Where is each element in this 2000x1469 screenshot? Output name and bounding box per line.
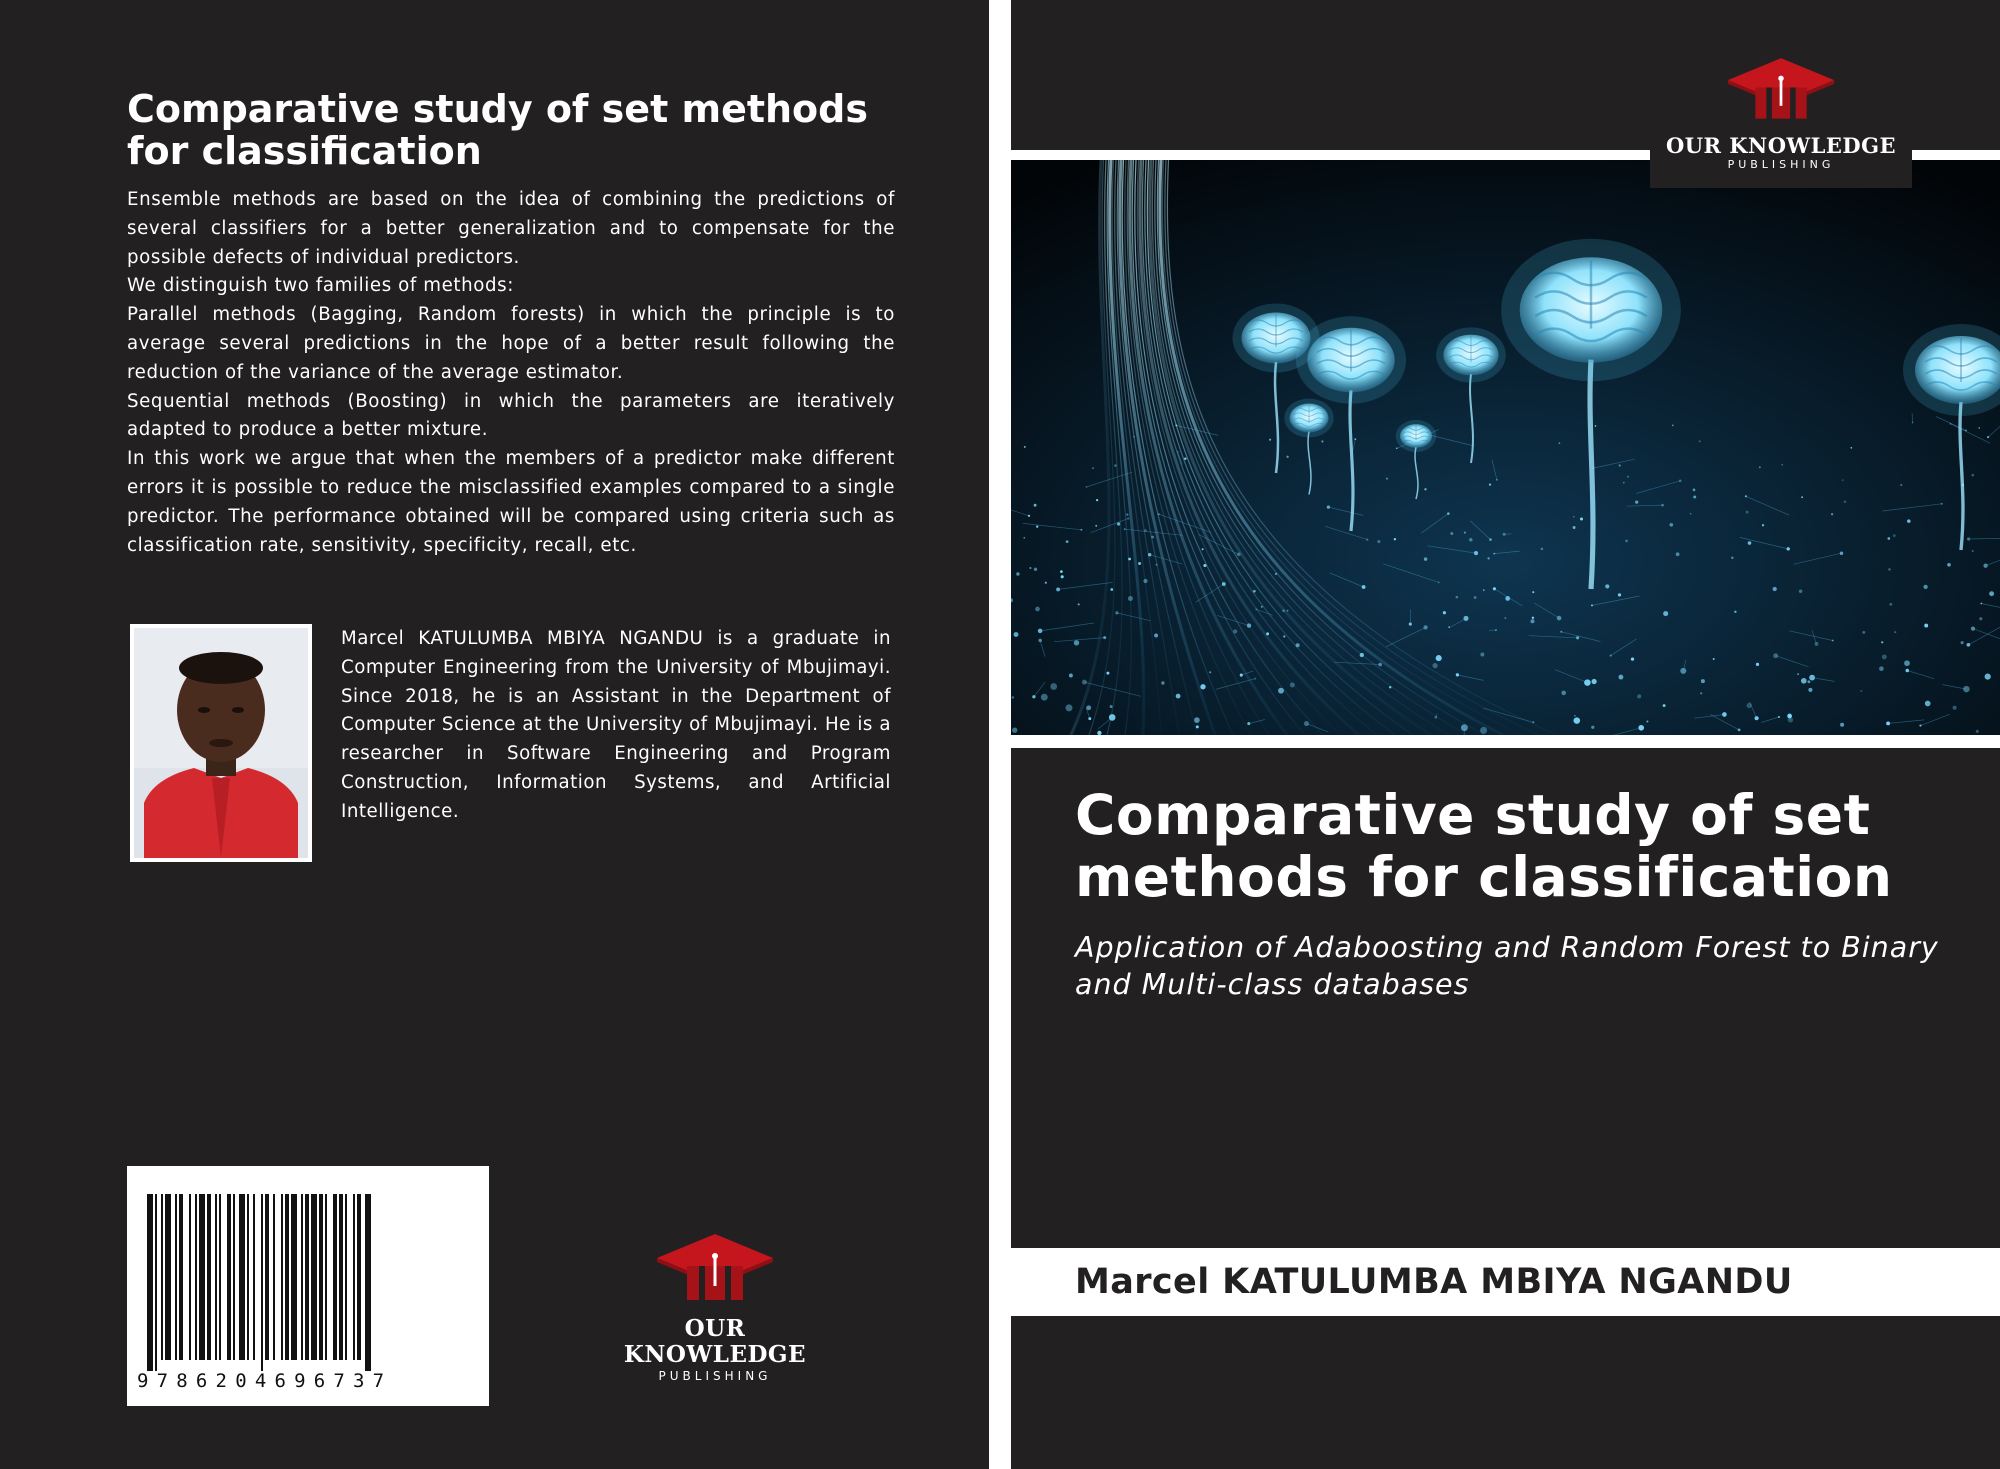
- graduation-cap-icon: [655, 1232, 775, 1312]
- back-cover-title: Comparative study of set methods for classification: [127, 87, 868, 173]
- author-biography: Marcel KATULUMBA MBIYA NGANDU is a graduate in Computer Engineering from the University of Mbujimayi. Since 2018, he is an Assistant in the Department of Computer Science at the University of Mbujimayi. He is a researcher in Software Engineering and Program Construction, Information Systems, and Artificial Intelligence.: [341, 628, 891, 822]
- description-paragraph: Parallel methods (Bagging, Random forests) in which the principle is to average several predictions in the hope of a better result following the reduction of the variance of the average estimator.: [127, 304, 895, 383]
- cover-artwork: [1011, 160, 2000, 735]
- description-paragraph: We distinguish two families of methods:: [127, 275, 514, 297]
- back-cover-description: [127, 186, 895, 560]
- author-band: [1011, 1248, 2000, 1316]
- front-cover-subtitle: Application of Adaboosting and Random Forest to Binary and Multi-class databases: [1075, 931, 1939, 1001]
- front-cover-title: Comparative study of set methods for classification: [1075, 783, 1893, 909]
- publisher-name: OUR KNOWLEDGE: [1665, 133, 1897, 158]
- description-paragraph: Ensemble methods are based on the idea of combining the predictions of several classifiers for a better generalization and to compensate for the possible defects of individual predictors.: [127, 189, 895, 268]
- spine-gap: [989, 0, 1011, 1469]
- author-photo: [130, 624, 312, 862]
- neural-network-brains-icon: [1011, 160, 2000, 735]
- publisher-name: OUR KNOWLEDGE: [623, 1315, 807, 1368]
- isbn-digits: 9786204696737: [137, 1370, 393, 1392]
- front-divider-middle: [1011, 735, 2000, 748]
- back-cover: [0, 0, 989, 1469]
- publisher-logo-front: [1650, 44, 1912, 188]
- description-paragraph: Sequential methods (Boosting) in which the parameters are iteratively adapted to produce a better mixture.: [127, 390, 895, 441]
- barcode-icon: [127, 1166, 489, 1371]
- publisher-tagline: PUBLISHING: [1727, 158, 1835, 171]
- graduation-cap-icon: [1726, 56, 1836, 130]
- isbn-barcode: [127, 1166, 489, 1406]
- author-portrait-icon: [134, 628, 308, 858]
- publisher-tagline: PUBLISHING: [658, 1369, 772, 1383]
- front-cover: [1011, 0, 2000, 1469]
- front-cover-author: Marcel KATULUMBA MBIYA NGANDU: [1075, 1262, 1793, 1302]
- description-paragraph: In this work we argue that when the members of a predictor make different errors it is possible to reduce the misclassified examples compared to a single predictor. The performance obtained will be compared using criteria such as classification rate, sensitivity, specificity, recall, etc.: [127, 448, 895, 556]
- publisher-logo-back: [590, 1232, 840, 1383]
